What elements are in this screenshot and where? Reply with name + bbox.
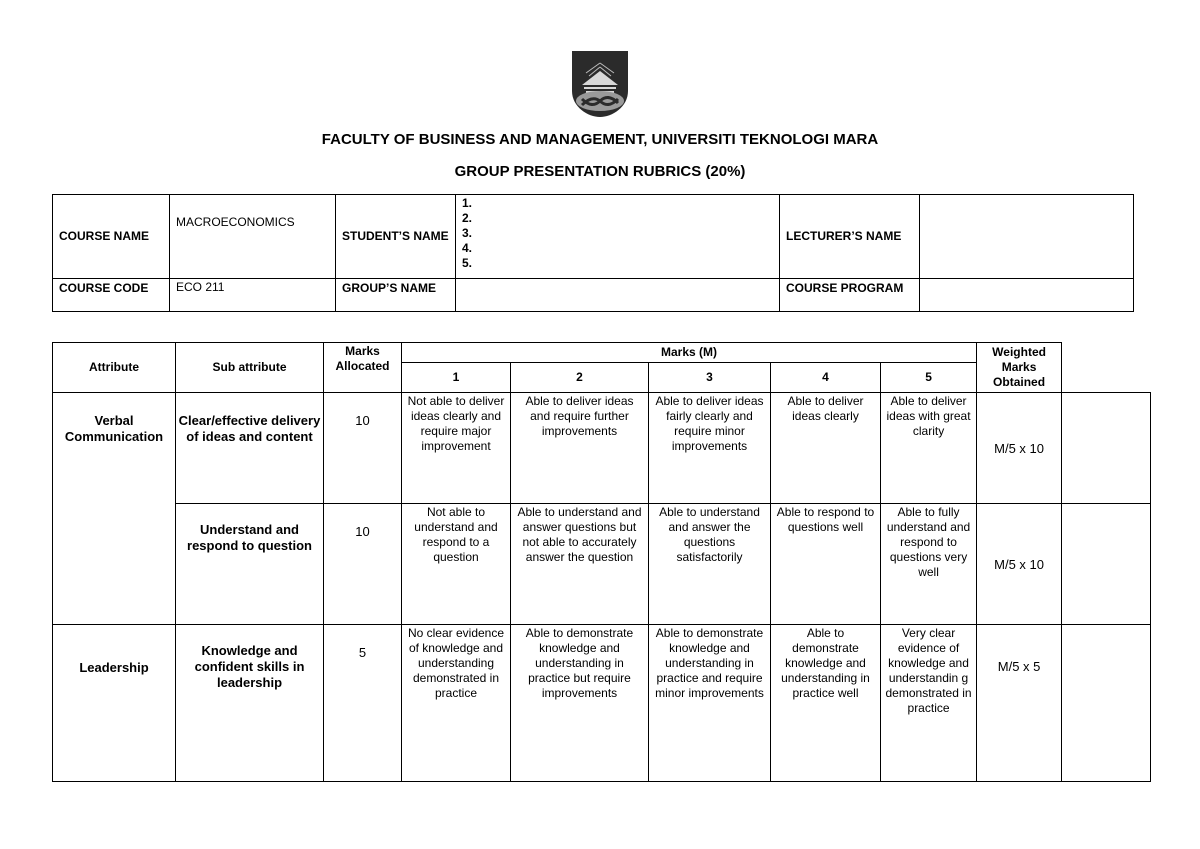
- weighted-marks: M/5 x 5: [977, 625, 1062, 782]
- rubric-table: [52, 342, 1151, 782]
- student-slot-1[interactable]: 1.: [462, 196, 473, 210]
- level-1-descriptor: Not able to deliver ideas clearly and require major improvement: [402, 393, 511, 504]
- header-level-4: 4: [771, 363, 881, 393]
- level-1-descriptor: Not able to understand and respond to a question: [402, 504, 511, 625]
- course-code-label: COURSE CODE: [53, 279, 170, 312]
- score-field[interactable]: [1062, 625, 1151, 782]
- level-3-descriptor: Able to understand and answer the questions satisfactorily: [649, 504, 771, 625]
- lecturers-name-field[interactable]: [920, 195, 1134, 279]
- course-name-value: MACROECONOMICS: [170, 195, 336, 279]
- rubric-title: GROUP PRESENTATION RUBRICS (20%): [454, 163, 746, 180]
- groups-name-label: GROUP’S NAME: [336, 279, 456, 312]
- university-logo: [572, 51, 628, 117]
- course-code-value: ECO 211: [170, 279, 336, 312]
- score-field[interactable]: [1062, 504, 1151, 625]
- header-weighted-marks: Weighted Marks Obtained: [977, 343, 1062, 393]
- attribute-leadership: Leadership: [53, 625, 176, 782]
- sub-attribute: Knowledge and confident skills in leadership: [176, 625, 324, 782]
- level-4-descriptor: Able to deliver ideas clearly: [771, 393, 881, 504]
- header-marks-allocated: Marks Allocated: [324, 343, 402, 393]
- level-5-descriptor: Very clear evidence of knowledge and understandin g demonstrated in practice: [881, 625, 977, 782]
- marks-allocated: 5: [324, 625, 402, 782]
- level-2-descriptor: Able to demonstrate knowledge and understanding in practice but require improvements: [511, 625, 649, 782]
- header-attribute: Attribute: [53, 343, 176, 393]
- rubric-row-respond-question: [53, 504, 1151, 625]
- header-level-2: 2: [511, 363, 649, 393]
- student-slot-2[interactable]: 2.: [462, 211, 473, 225]
- student-name-list[interactable]: [456, 195, 780, 279]
- course-program-label: COURSE PROGRAM: [780, 279, 920, 312]
- faculty-title: FACULTY OF BUSINESS AND MANAGEMENT, UNIVERSITI TEKNOLOGI MARA: [321, 131, 879, 148]
- course-name-label: COURSE NAME: [53, 195, 170, 279]
- student-slot-4[interactable]: 4.: [462, 241, 473, 255]
- lecturers-name-label: LECTURER’S NAME: [780, 195, 920, 279]
- sub-attribute: Understand and respond to question: [176, 504, 324, 625]
- header-level-5: 5: [881, 363, 977, 393]
- level-5-descriptor: Able to deliver ideas with great clarity: [881, 393, 977, 504]
- weighted-marks: M/5 x 10: [977, 393, 1062, 504]
- student-slot-3[interactable]: 3.: [462, 226, 473, 240]
- student-slot-5[interactable]: 5.: [462, 256, 473, 270]
- header-spacer: [1062, 343, 1151, 393]
- level-3-descriptor: Able to demonstrate knowledge and understanding in practice and require minor improvements: [649, 625, 771, 782]
- level-5-descriptor: Able to fully understand and respond to questions very well: [881, 504, 977, 625]
- groups-name-field[interactable]: [456, 279, 780, 312]
- course-info-table: [52, 194, 1134, 312]
- rubric-row-clear-delivery: [53, 393, 1151, 504]
- level-2-descriptor: Able to understand and answer questions but not able to accurately answer the question: [511, 504, 649, 625]
- course-program-field[interactable]: [920, 279, 1134, 312]
- level-4-descriptor: Able to respond to questions well: [771, 504, 881, 625]
- header-sub-attribute: Sub attribute: [176, 343, 324, 393]
- level-4-descriptor: Able to demonstrate knowledge and understanding in practice well: [771, 625, 881, 782]
- level-3-descriptor: Able to deliver ideas fairly clearly and require minor improvements: [649, 393, 771, 504]
- header-level-1: 1: [402, 363, 511, 393]
- attribute-verbal-communication: Verbal Communication: [53, 393, 176, 625]
- level-2-descriptor: Able to deliver ideas and require further improvements: [511, 393, 649, 504]
- marks-allocated: 10: [324, 393, 402, 504]
- students-name-label: STUDENT’S NAME: [336, 195, 456, 279]
- weighted-marks: M/5 x 10: [977, 504, 1062, 625]
- marks-allocated: 10: [324, 504, 402, 625]
- sub-attribute: Clear/effective delivery of ideas and content: [176, 393, 324, 504]
- score-field[interactable]: [1062, 393, 1151, 504]
- rubric-row-leadership: [53, 625, 1151, 782]
- header-level-3: 3: [649, 363, 771, 393]
- level-1-descriptor: No clear evidence of knowledge and understanding demonstrated in practice: [402, 625, 511, 782]
- header-marks-m: Marks (M): [402, 343, 977, 363]
